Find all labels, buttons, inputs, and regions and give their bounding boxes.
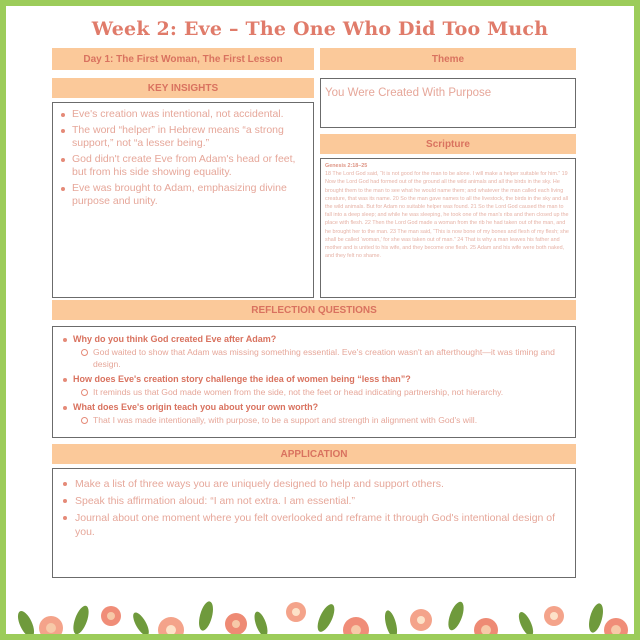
reflection-question: How does Eve's creation story challenge the idea of women being “less than”? bbox=[61, 373, 565, 385]
application-list bbox=[53, 469, 575, 539]
page-title: Week 2: Eve – The One Who Did Too Much bbox=[91, 18, 549, 40]
insight-item: The word “helper” in Hebrew means “a strong support,” not “a lesser being.” bbox=[59, 124, 305, 151]
theme-header bbox=[320, 48, 576, 70]
reflection-answer: That I was made intentionally, with purpose, to be a support and strength in alignment with God's will. bbox=[61, 414, 565, 426]
insights-box bbox=[52, 102, 314, 298]
worksheet-page bbox=[6, 6, 634, 634]
reflection-box bbox=[52, 326, 576, 438]
application-item: Journal about one moment where you felt overlooked and reframe it through God's intentional design of you. bbox=[61, 511, 565, 539]
reflection-header-label: REFLECTION QUESTIONS bbox=[251, 304, 377, 316]
reflection-list bbox=[53, 327, 575, 426]
theme-header-label: Theme bbox=[431, 53, 465, 65]
scripture-text: 18 The Lord God said, “It is not good for the man to be alone. I will make a helper suitable for him.” 19 Now the Lord God had formed out of the ground all the wild animals and all the birds in the sky. He brought them to the man to see what he would name them; and whatever the man called each living creature, that was its name. 20 So the man gave names to all the livestock, the birds in the sky and all the wild animals. But for Adam no suitable helper was found. 21 So the Lord God caused the man to fall into a deep sleep; and while he was sleeping, he took one of the man's ribs and then closed up the place with flesh. 22 Then the Lord God made a woman from the rib he had taken out of the man, and he brought her to the man. 23 The man said, “This is now bone of my bones and flesh of my flesh; she shall be called ‘woman,’ for she was taken out of man.” 24 That is why a man leaves his father and mother and is united to his wife, and they become one flesh. 25 Adam and his wife were both naked, and they felt no shame. bbox=[325, 171, 569, 260]
application-header bbox=[52, 444, 576, 464]
scripture-header-label: Scripture bbox=[426, 138, 470, 150]
theme-text: You Were Created With Purpose bbox=[325, 87, 492, 99]
flower-border bbox=[6, 594, 634, 634]
scripture-body bbox=[321, 159, 575, 297]
application-header-label: APPLICATION bbox=[280, 448, 348, 460]
scripture-box bbox=[320, 158, 576, 298]
day-header-label: Day 1: The First Woman, The First Lesson bbox=[83, 53, 283, 65]
reflection-question: What does Eve's origin teach you about your own worth? bbox=[61, 401, 565, 413]
application-item: Speak this affirmation aloud: “I am not extra. I am essential.” bbox=[61, 494, 565, 508]
theme-box bbox=[320, 78, 576, 128]
reflection-answer: It reminds us that God made women from the side, not the feet or head indicating partnership, not hierarchy. bbox=[61, 386, 565, 398]
insight-item: Eve was brought to Adam, emphasizing divine purpose and unity. bbox=[59, 182, 305, 209]
application-box bbox=[52, 468, 576, 578]
application-item: Make a list of three ways you are uniquely designed to help and support others. bbox=[61, 477, 565, 491]
day-header bbox=[52, 48, 314, 70]
scripture-header bbox=[320, 134, 576, 154]
insight-item: Eve's creation was intentional, not accidental. bbox=[59, 108, 305, 122]
insight-item: God didn't create Eve from Adam's head or feet, but from his side showing equality. bbox=[59, 153, 305, 180]
insights-header bbox=[52, 78, 314, 98]
reflection-question: Why do you think God created Eve after Adam? bbox=[61, 333, 565, 345]
reflection-answer: God waited to show that Adam was missing something essential. Eve's creation wasn't an afterthought—it was timing and design. bbox=[61, 346, 565, 370]
scripture-reference: Genesis 2:18–25 bbox=[325, 163, 368, 169]
insights-header-label: KEY INSIGHTS bbox=[147, 82, 219, 94]
insights-list bbox=[53, 103, 313, 209]
reflection-header bbox=[52, 300, 576, 320]
